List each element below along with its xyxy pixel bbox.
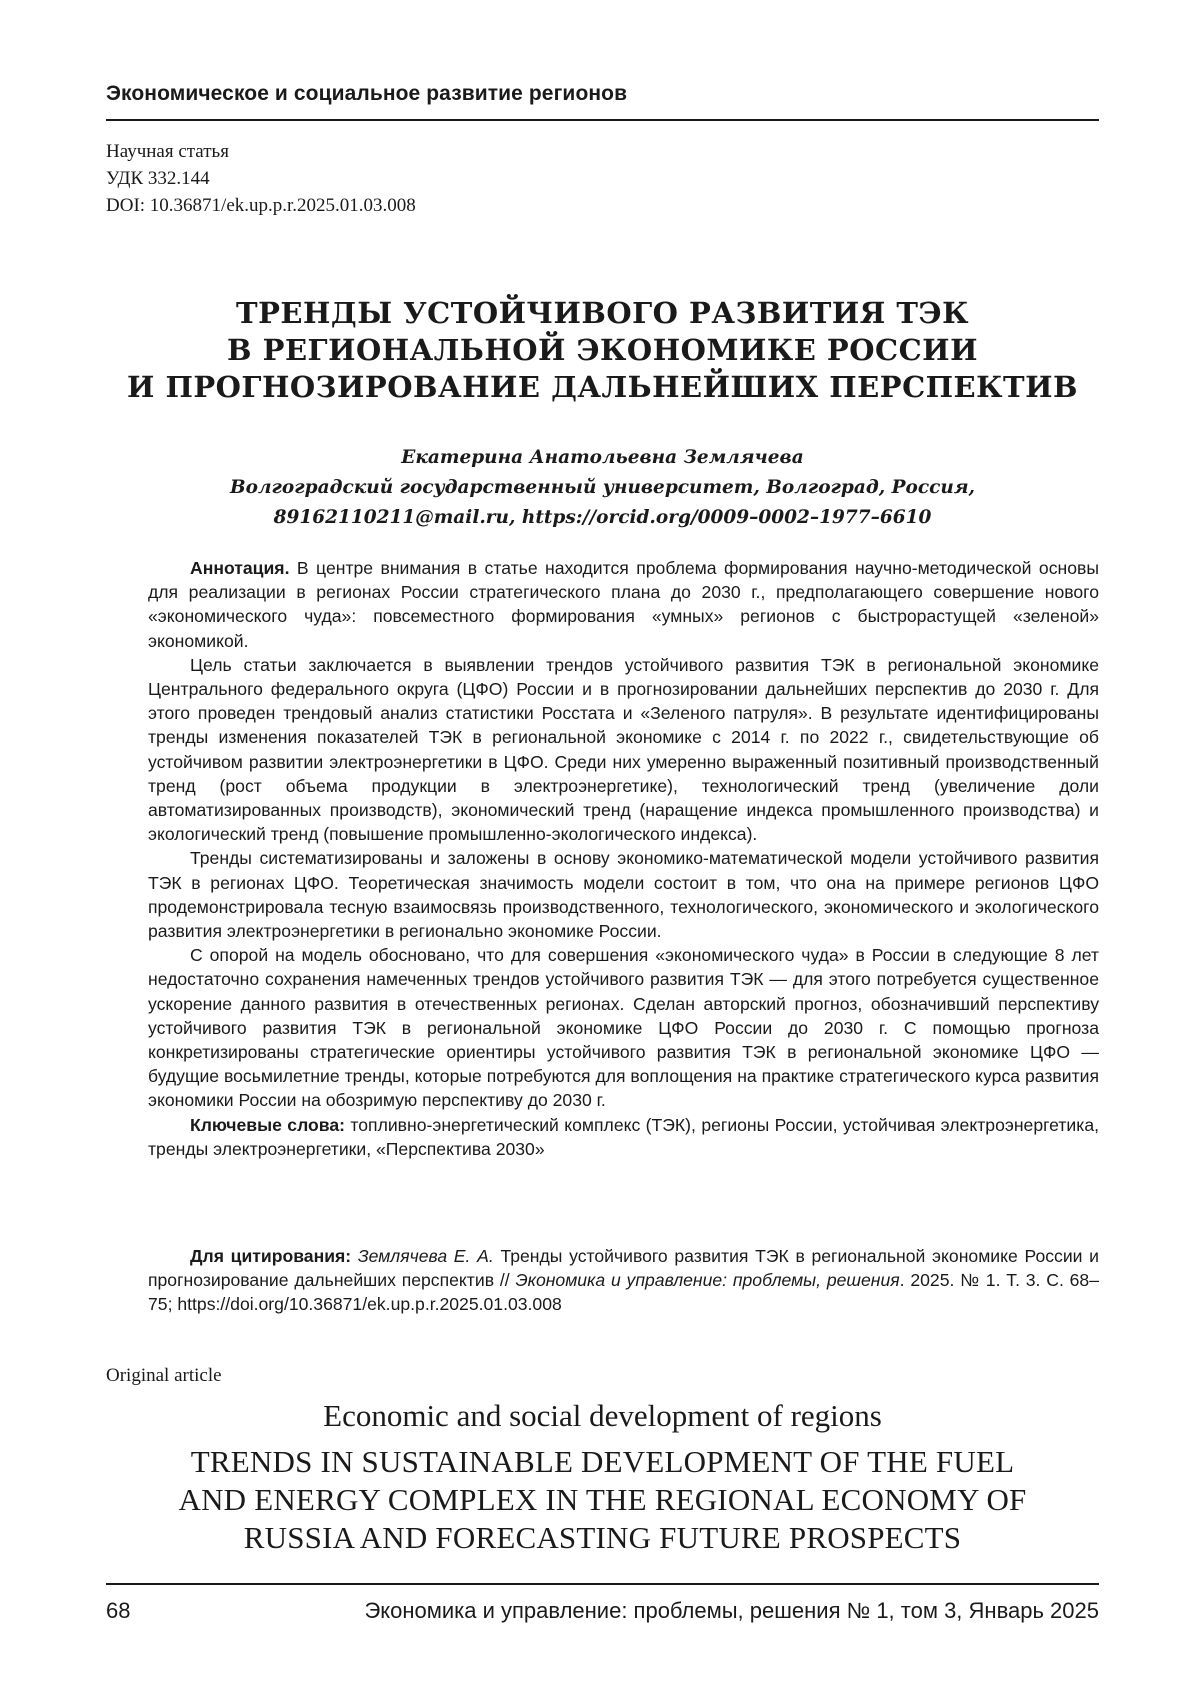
udk-code: УДК 332.144 xyxy=(106,168,210,189)
article-type: Научная статья xyxy=(106,141,229,162)
abstract-paragraph xyxy=(148,556,1099,653)
abstract-text: С опорой на модель обосновано, что для совершения «экономического чуда» в России в следующие 8 лет недостаточно сохранения намеченных трендов устойчивого развития ТЭК — для этого потребуется существенное ускорение данного развития в отечественных регионах. Сделан авторский прогноз, обозначивший перспективу устойчивого развития ТЭК в региональной экономике ЦФО России до 2030 г. С помощью прогноза конкретизированы стратегические ориентиры устойчивого развития ТЭК в региональной экономике ЦФО — будущие восьмилетние тренды, которые потребуются для воплощения на практике стратегического курса развития экономики России на обозримую перспективу до 2030 г. xyxy=(148,945,1099,1111)
english-section-title: Economic and social development of regions xyxy=(323,1398,882,1433)
original-article-label: Original article xyxy=(106,1365,222,1386)
citation-journal: Экономика и управление: проблемы, решения xyxy=(515,1270,900,1291)
keywords-label: Ключевые слова: xyxy=(190,1114,345,1135)
keywords xyxy=(148,1113,1099,1161)
article-meta xyxy=(106,138,416,219)
citation-title: Тренды устойчивого развития ТЭК в региональной экономике России и прогнозирование дальнейших перспектив // xyxy=(148,1246,1100,1291)
abstract-text: В центре внимания в статье находится проблема формирования научно-методической основы для реализации в регионах России стратегического плана до 2030 г., предполагающего совершение нового «экономического чуда»: повсеместного формирования «умных» регионов с быстрорастущей «зеленой» экономикой. xyxy=(148,558,1099,651)
english-title-line: TRENDS IN SUSTAINABLE DEVELOPMENT OF THE FUEL xyxy=(190,1444,1015,1479)
page-number: 68 xyxy=(106,1598,131,1623)
author-affiliation: Волгоградский государственный университет, Волгоград, Россия, xyxy=(230,477,975,498)
journal-footer: Экономика и управление: проблемы, решения № 1, том 3, Январь 2025 xyxy=(364,1598,1099,1623)
footer-divider xyxy=(106,1583,1099,1585)
title-line: ТРЕНДЫ УСТОЙЧИВОГО РАЗВИТИЯ ТЭК xyxy=(236,296,969,330)
title-line: В РЕГИОНАЛЬНОЙ ЭКОНОМИКЕ РОССИИ xyxy=(227,333,978,367)
author-contacts: 89162110211@mail.ru, https://orcid.org/0009–0002–1977–6610 xyxy=(273,507,932,528)
abstract-paragraph xyxy=(148,653,1099,847)
english-title-line: RUSSIA AND FORECASTING FUTURE PROSPECTS xyxy=(243,1520,962,1555)
header-divider xyxy=(106,119,1099,121)
english-article-title xyxy=(106,1443,1099,1557)
abstract-text: Цель статьи заключается в выявлении трендов устойчивого развития ТЭК в региональной экономике Центрального федерального округа (ЦФО) России и в прогнозировании дальнейших перспектив до 2030 г. Для этого проведен трендовый анализ статистики Росстата и «Зеленого патруля». В результате идентифицированы тренды изменения показателей ТЭК в региональной экономике с 2014 г. по 2022 г., свидетельствующие об устойчивом развитии электроэнергетики в ЦФО. Среди них умеренно выраженный позитивный производственный тренд (рост объема продукции в электроэнергетике), технологический тренд (увеличение доли автоматизированных производств), экономический тренд (наращение индекса промышленного производства) и экологический тренд (повышение промышленно-экологического индекса). xyxy=(148,654,1099,845)
author-block xyxy=(106,443,1099,533)
keywords-text: топливно-энергетический комплекс (ТЭК), регионы России, устойчивая электроэнергетика, тренды электроэнергетики, «Перспектива 2030» xyxy=(148,1114,1099,1159)
english-title-line: AND ENERGY COMPLEX IN THE REGIONAL ECONOMY OF xyxy=(178,1482,1027,1517)
citation-details: . 2025. № 1. Т. 3. С. 68–75; https://doi.org/10.36871/ek.up.p.r.2025.01.03.008 xyxy=(148,1270,1099,1315)
author-name: Екатерина Анатольевна Землячева xyxy=(401,447,804,468)
doi: DOI: 10.36871/ek.up.p.r.2025.01.03.008 xyxy=(106,195,416,216)
article-page xyxy=(106,0,1099,1698)
section-header: Экономическое и социальное развитие регионов xyxy=(106,82,628,105)
title-line: И ПРОГНОЗИРОВАНИЕ ДАЛЬНЕЙШИХ ПЕРСПЕКТИВ xyxy=(126,370,1079,404)
abstract xyxy=(148,556,1099,1161)
article-title xyxy=(106,295,1099,406)
citation-label: Для цитирования: xyxy=(190,1246,352,1266)
citation-author: Землячева Е. А. xyxy=(351,1246,494,1266)
abstract-label: Аннотация. xyxy=(190,558,290,578)
abstract-paragraph xyxy=(148,846,1099,943)
abstract-paragraph xyxy=(148,943,1099,1112)
abstract-text: Тренды систематизированы и заложены в основу экономико-математической модели устойчивого развития ТЭК в регионах ЦФО. Теоретическая значимость модели состоит в том, что она на примере регионов ЦФО продемонстрировала тесную взаимосвязь производственного, технологического, экономического и экологического развития электроэнергетики в регионально экономике России. xyxy=(148,848,1099,942)
citation xyxy=(148,1244,1099,1317)
